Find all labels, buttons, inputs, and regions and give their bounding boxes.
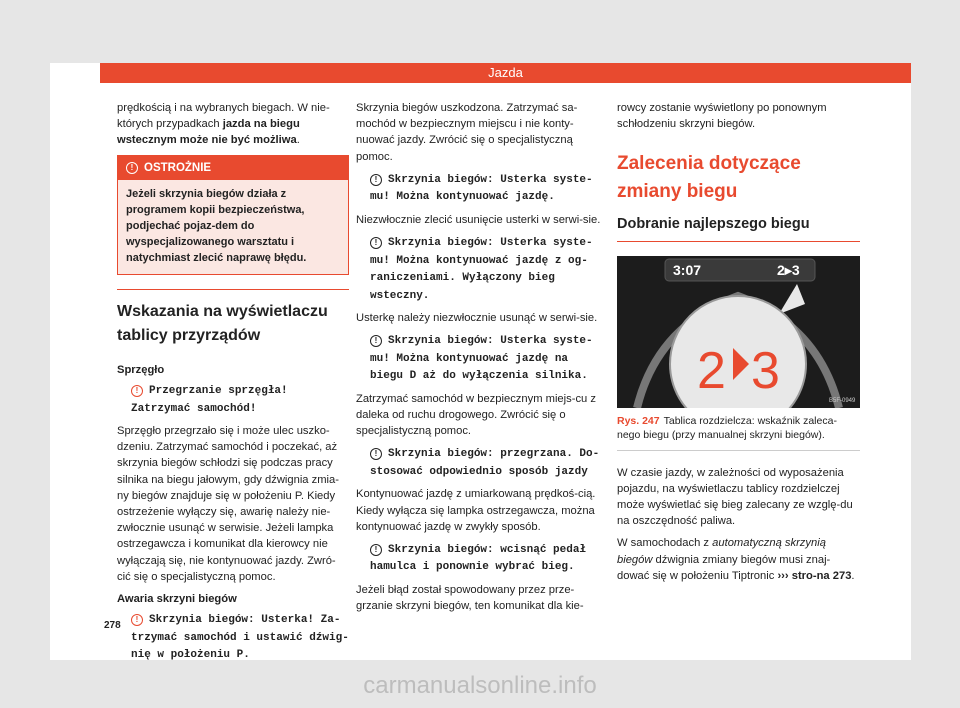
paragraph: Jeżeli błąd został spowodowany przez prze-grzanie skrzyni biegów, ten komunikat dla kie- <box>356 583 584 613</box>
paragraph: W czasie jazdy, w zależności od wyposażenia pojazdu, na wyświetlaczu tablicy rozdzielczej może wyświetlać się bieg zalecany ze wzglę-du na oszczędność paliwa. <box>617 466 853 528</box>
paragraph: Skrzynia biegów uszkodzona. Zatrzymać sa-mochód w bezpiecznym miejscu i nie konty-nuować jazdy. Zwrócić się o specjalistyczną pomoc. <box>356 102 578 163</box>
info-icon: ! <box>370 174 382 186</box>
figure-label: Rys. 247 <box>617 414 660 427</box>
subheading-gearbox-fault: Awaria skrzyni biegów <box>117 593 237 606</box>
caution-text: Jeżeli skrzynia biegów działa z programem kopii bezpieczeństwa, podjechać pojaz-dem do wyspecjalizowanego warsztatu i natychmiast zlecić naprawę błędu. <box>118 180 348 274</box>
info-message: ! Skrzynia biegów: Usterka syste-mu! Można kontynuować jazdę z og-raniczeniami. Wyłączony bieg wsteczny. <box>370 237 593 302</box>
info-icon: ! <box>370 237 382 249</box>
warning-icon: ! <box>131 614 143 626</box>
info-message: ! Skrzynia biegów: Usterka syste-mu! Można kontynuować jazdę. <box>370 173 593 204</box>
gear-hint-small: 2▸3 <box>777 261 800 278</box>
warning-message: ! Przegrzanie sprzęgła! Zatrzymać samochód! <box>131 385 288 415</box>
paragraph: Zatrzymać samochód w bezpiecznym miejs-cu z daleka od ruchu drogowego. Zwrócić się o specjalistyczną pomoc. <box>356 392 596 438</box>
paragraph: Sprzęgło przegrzało się i może ulec uszko-dzeniu. Zatrzymać samochód i poczekać, aż skrzynia biegów schłodzi się podczas pracy silnika na biegu jałowym, gdy dźwignia zmia-ny biegów znajduje się w położeniu P. Kiedy ostrzeżenie wyłączy się, awarię należy nie-zwłocznie usunąć w serwisie. Jeżeli lampka ostrzegawcza i komunikat dla kierowcy nie wyłączają się, nie kontynuować jazdy. Zwró-cić się o specjalistyczną pomoc. <box>117 425 339 583</box>
watermark: carmanualsonline.info <box>363 672 597 699</box>
column-2 <box>356 100 601 620</box>
column-3 <box>617 100 860 590</box>
paragraph: W samochodach z automatyczną skrzynią biegów dźwignia zmiany biegów musi znaj-dować się w położeniu Tiptronic ››› stro-na 273. <box>617 537 855 582</box>
gear-indicator-illustration <box>617 256 860 408</box>
subsection-title: Dobranie najlepszego biegu <box>617 216 860 241</box>
info-icon: ! <box>370 448 382 460</box>
info-icon: ! <box>370 544 382 556</box>
intro-paragraph: prędkością i na wybranych biegach. W nie- których przypadkach jazda na biegu wstecznym może nie być możliwa. <box>117 102 330 147</box>
warning-icon: ! <box>126 162 138 174</box>
chapter-header: Jazda <box>100 63 911 83</box>
caution-box <box>117 155 349 275</box>
info-message: ! Skrzynia biegów: wcisnąć pedał hamulca i ponownie wybrać bieg. <box>370 543 587 574</box>
column-1 <box>117 100 349 670</box>
paragraph: Niezwłocznie zlecić usunięcie usterki w serwi-sie. <box>356 213 601 226</box>
info-icon: ! <box>370 335 382 347</box>
caution-title: OSTROŻNIE <box>144 161 212 174</box>
paragraph: Kontynuować jazdę z umiarkowaną prędkoś-cią. Kiedy wyłącza się lampka ostrzegawcza, można kontynuować jazdę w zwykły sposób. <box>356 488 596 533</box>
gear-from: 2 <box>697 341 726 400</box>
page-number: 278 <box>104 620 121 631</box>
paragraph: rowcy zostanie wyświetlony po ponownym schłodzeniu skrzyni biegów. <box>617 102 827 131</box>
gear-to: 3 <box>751 341 780 400</box>
warning-icon: ! <box>131 385 143 397</box>
subheading-clutch: Sprzęgło <box>117 363 165 376</box>
chapter-title: Zalecenia dotyczące zmiany biegu <box>617 153 801 203</box>
paragraph: Usterkę należy niezwłocznie usunąć w serwi-sie. <box>356 312 598 325</box>
figure-caption <box>617 414 860 451</box>
instrument-cluster-figure <box>617 256 860 408</box>
figure-code: B5F-0949 <box>829 397 856 404</box>
caution-header <box>118 156 348 180</box>
section-title: Wskazania na wyświetlaczu tablicy przyrządów <box>117 289 349 348</box>
info-message: ! Skrzynia biegów: Usterka syste-mu! Można kontynuować jazdę na biegu D aż do wyłączenia silnika. <box>370 335 593 383</box>
info-message: ! Skrzynia biegów: przegrzana. Do-stosować odpowiednio sposób jazdy <box>370 448 600 478</box>
figure-caption-text: Tablica rozdzielcza: wskaźnik zaleca-nego biegu (przy manualnej skrzyni biegów). <box>617 414 837 441</box>
page-reference-link[interactable]: ››› stro-na 273 <box>777 569 852 582</box>
warning-message: ! Skrzynia biegów: Usterka! Za-trzymać samochód i ustawić dźwig-nię w położeniu P. <box>131 614 349 662</box>
clock-readout: 3:07 <box>673 261 702 278</box>
